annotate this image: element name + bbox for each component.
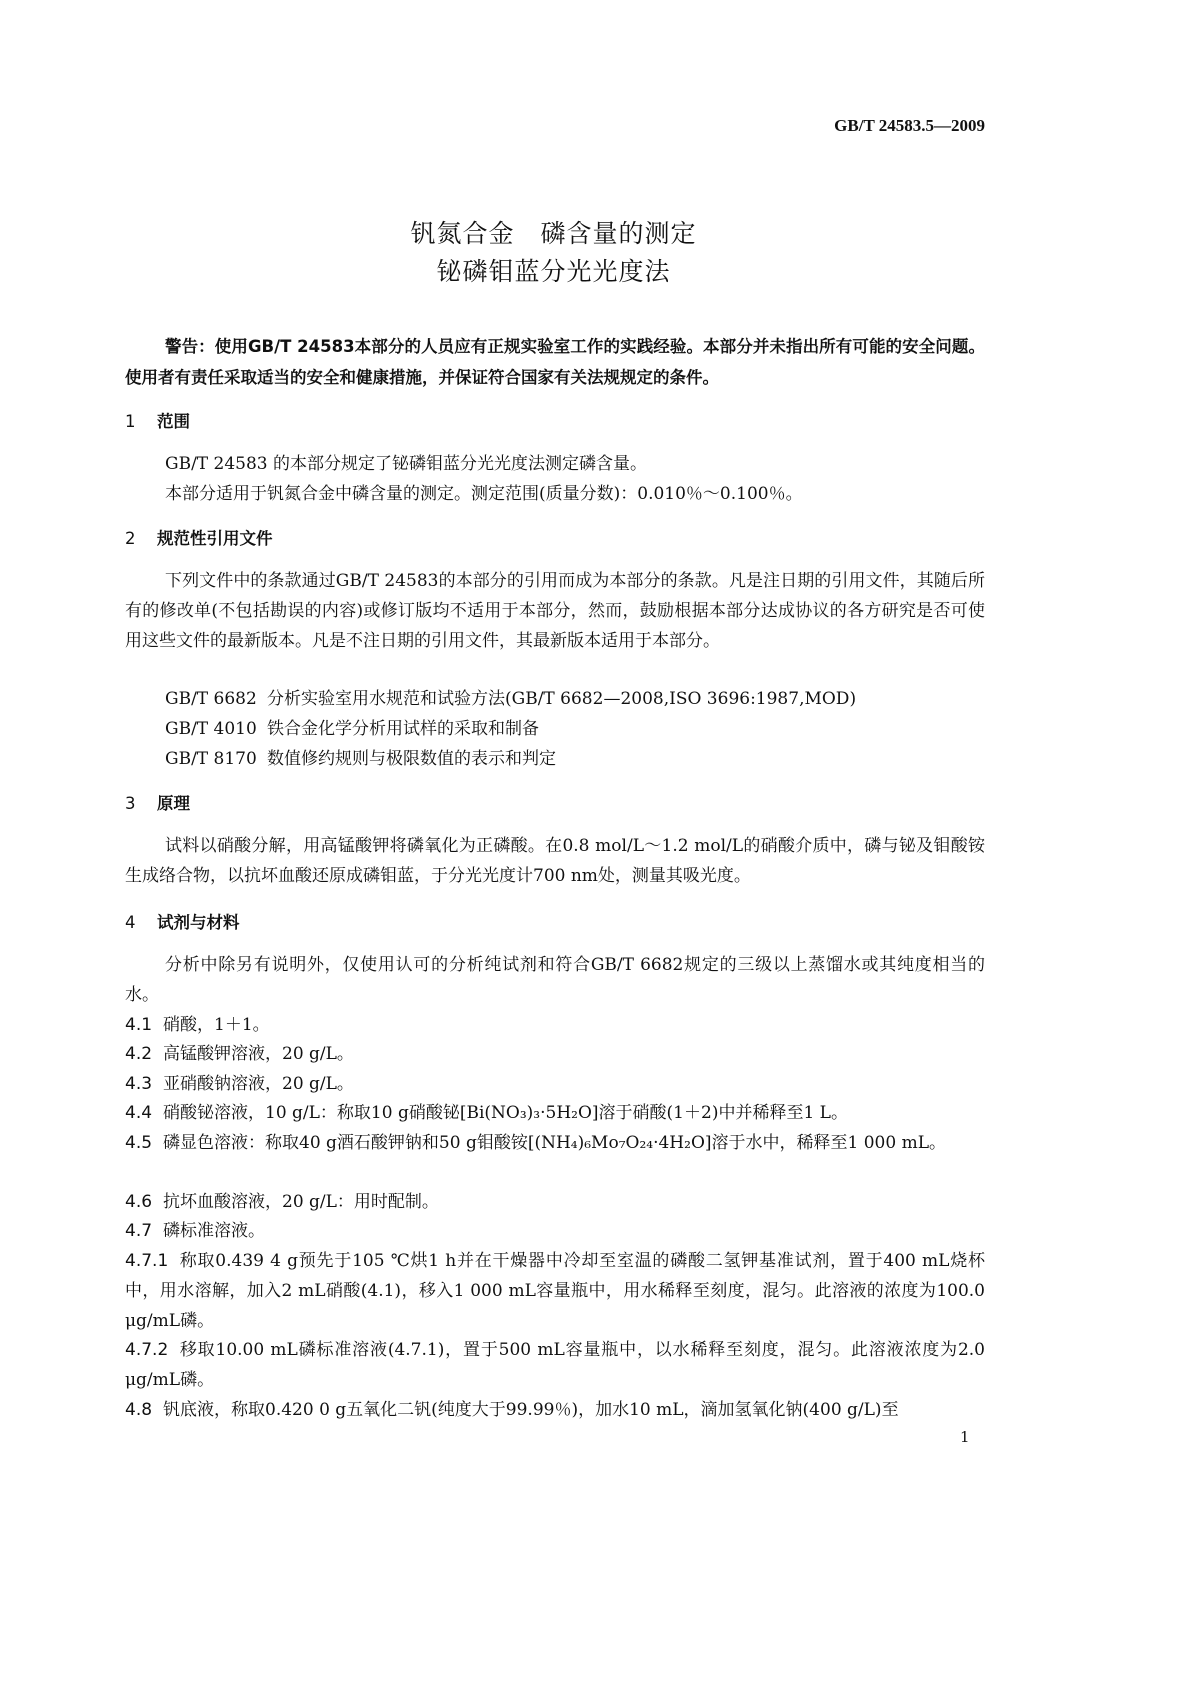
clause-number: 4.7 [125,1221,153,1241]
reference-item [165,744,556,774]
clause-4-7-2 [125,1335,985,1395]
paragraph: 本部分适用于钒氮合金中磷含量的测定。测定范围(质量分数)：0.010％～0.100％。 [165,484,803,504]
section-1-heading [125,408,190,432]
clause-4-2 [125,1039,985,1069]
section-title: 试剂与材料 [157,913,240,932]
section-number: 3 [125,794,136,813]
section-number: 1 [125,412,136,431]
clause-text: 称取0.439 4 g预先于105 ℃烘1 h并在干燥器中冷却至室温的磷酸二氢钾基准试剂，置于400 mL烧杯中，用水溶解，加入2 mL硝酸(4.1)，移入1 000 mL容量瓶中，用水稀释至刻度，混匀。此溶液的浓度为100.0 μg/mL磷。 [125,1251,985,1331]
section-3-heading [125,790,190,814]
clause-number: 4.7.1 [125,1251,169,1271]
paragraph: 下列文件中的条款通过GB/T 24583的本部分的引用而成为本部分的条款。凡是注日期的引用文件，其随后所有的修改单(不包括勘误的内容)或修订版均不适用于本部分，然而，鼓励根据本部分达成协议的各方研究是否可使用这些文件的最新版本。凡是不注日期的引用文件，其最新版本适用于本部分。 [125,571,985,651]
clause-4-3 [125,1069,985,1099]
reference-code: GB/T 4010 [165,719,257,739]
reference-item [165,714,539,744]
clause-text: 硝酸，1＋1。 [163,1015,270,1035]
clause-number: 4.1 [125,1015,153,1035]
clause-text: 亚硝酸钠溶液，20 g/L。 [163,1074,354,1094]
standard-number-header: GB/T 24583.5—2009 [834,116,985,135]
reference-code: GB/T 8170 [165,749,257,769]
reference-item [165,684,856,714]
section-number: 2 [125,529,136,548]
clause-text: 抗坏血酸溶液，20 g/L：用时配制。 [163,1192,439,1212]
clause-number: 4.6 [125,1192,153,1212]
clause-number: 4.7.2 [125,1340,169,1360]
reference-title: 数值修约规则与极限数值的表示和判定 [267,749,556,769]
section-number: 4 [125,913,136,932]
clause-text: 磷显色溶液：称取40 g酒石酸钾钠和50 g钼酸铵[(NH₄)₆Mo₇O₂₄·4H₂O]溶于水中，稀释至1 000 mL。 [163,1133,946,1153]
paragraph: GB/T 24583 的本部分规定了铋磷钼蓝分光光度法测定磷含量。 [165,454,648,474]
clause-4-5 [125,1128,985,1158]
clause-number: 4.3 [125,1074,153,1094]
reference-title: 铁合金化学分析用试样的采取和制备 [267,719,539,739]
clause-4-7-1 [125,1246,985,1336]
paragraph: 试料以硝酸分解，用高锰酸钾将磷氧化为正磷酸。在0.8 mol/L～1.2 mol/L的硝酸介质中，磷与铋及钼酸铵生成络合物，以抗坏血酸还原成磷钼蓝，于分光光度计700 nm处，测量其吸光度。 [125,836,985,886]
reference-title: 分析实验室用水规范和试验方法(GB/T 6682—2008,ISO 3696:1987,MOD) [267,689,857,709]
clause-text: 钒底液，称取0.420 0 g五氧化二钒(纯度大于99.99％)，加水10 mL，滴加氢氧化钠(400 g/L)至 [163,1400,899,1420]
clause-4-7 [125,1216,985,1246]
reference-code: GB/T 6682 [165,689,257,709]
clause-4-1 [125,1010,985,1040]
clause-text: 移取10.00 mL磷标准溶液(4.7.1)，置于500 mL容量瓶中，以水稀释至刻度，混匀。此溶液浓度为2.0 μg/mL磷。 [125,1340,985,1390]
clause-number: 4.5 [125,1133,153,1153]
section-title: 规范性引用文件 [157,529,273,548]
section-4-heading [125,909,240,933]
clause-text: 磷标准溶液。 [163,1221,265,1241]
document-subtitle: 铋磷钼蓝分光光度法 [436,257,671,286]
clause-text: 硝酸铋溶液，10 g/L：称取10 g硝酸铋[Bi(NO₃)₃·5H₂O]溶于硝酸(1＋2)中并稀释至1 L。 [163,1103,848,1123]
section-title: 原理 [157,794,190,813]
clause-4-6 [125,1187,985,1217]
paragraph: 分析中除另有说明外，仅使用认可的分析纯试剂和符合GB/T 6682规定的三级以上蒸馏水或其纯度相当的水。 [125,955,985,1005]
clause-number: 4.8 [125,1400,153,1420]
warning-paragraph: 警告：使用GB/T 24583本部分的人员应有正规实验室工作的实践经验。本部分并未指出所有可能的安全问题。使用者有责任采取适当的安全和健康措施，并保证符合国家有关法规规定的条件。 [125,337,985,387]
document-title: 钒氮合金 磷含量的测定 [410,219,697,248]
clause-4-4 [125,1098,985,1128]
page-number: 1 [960,1428,970,1446]
clause-number: 4.2 [125,1044,153,1064]
clause-text: 高锰酸钾溶液，20 g/L。 [163,1044,354,1064]
clause-4-8 [125,1395,985,1425]
section-title: 范围 [157,412,190,431]
section-2-heading [125,525,273,549]
clause-number: 4.4 [125,1103,153,1123]
